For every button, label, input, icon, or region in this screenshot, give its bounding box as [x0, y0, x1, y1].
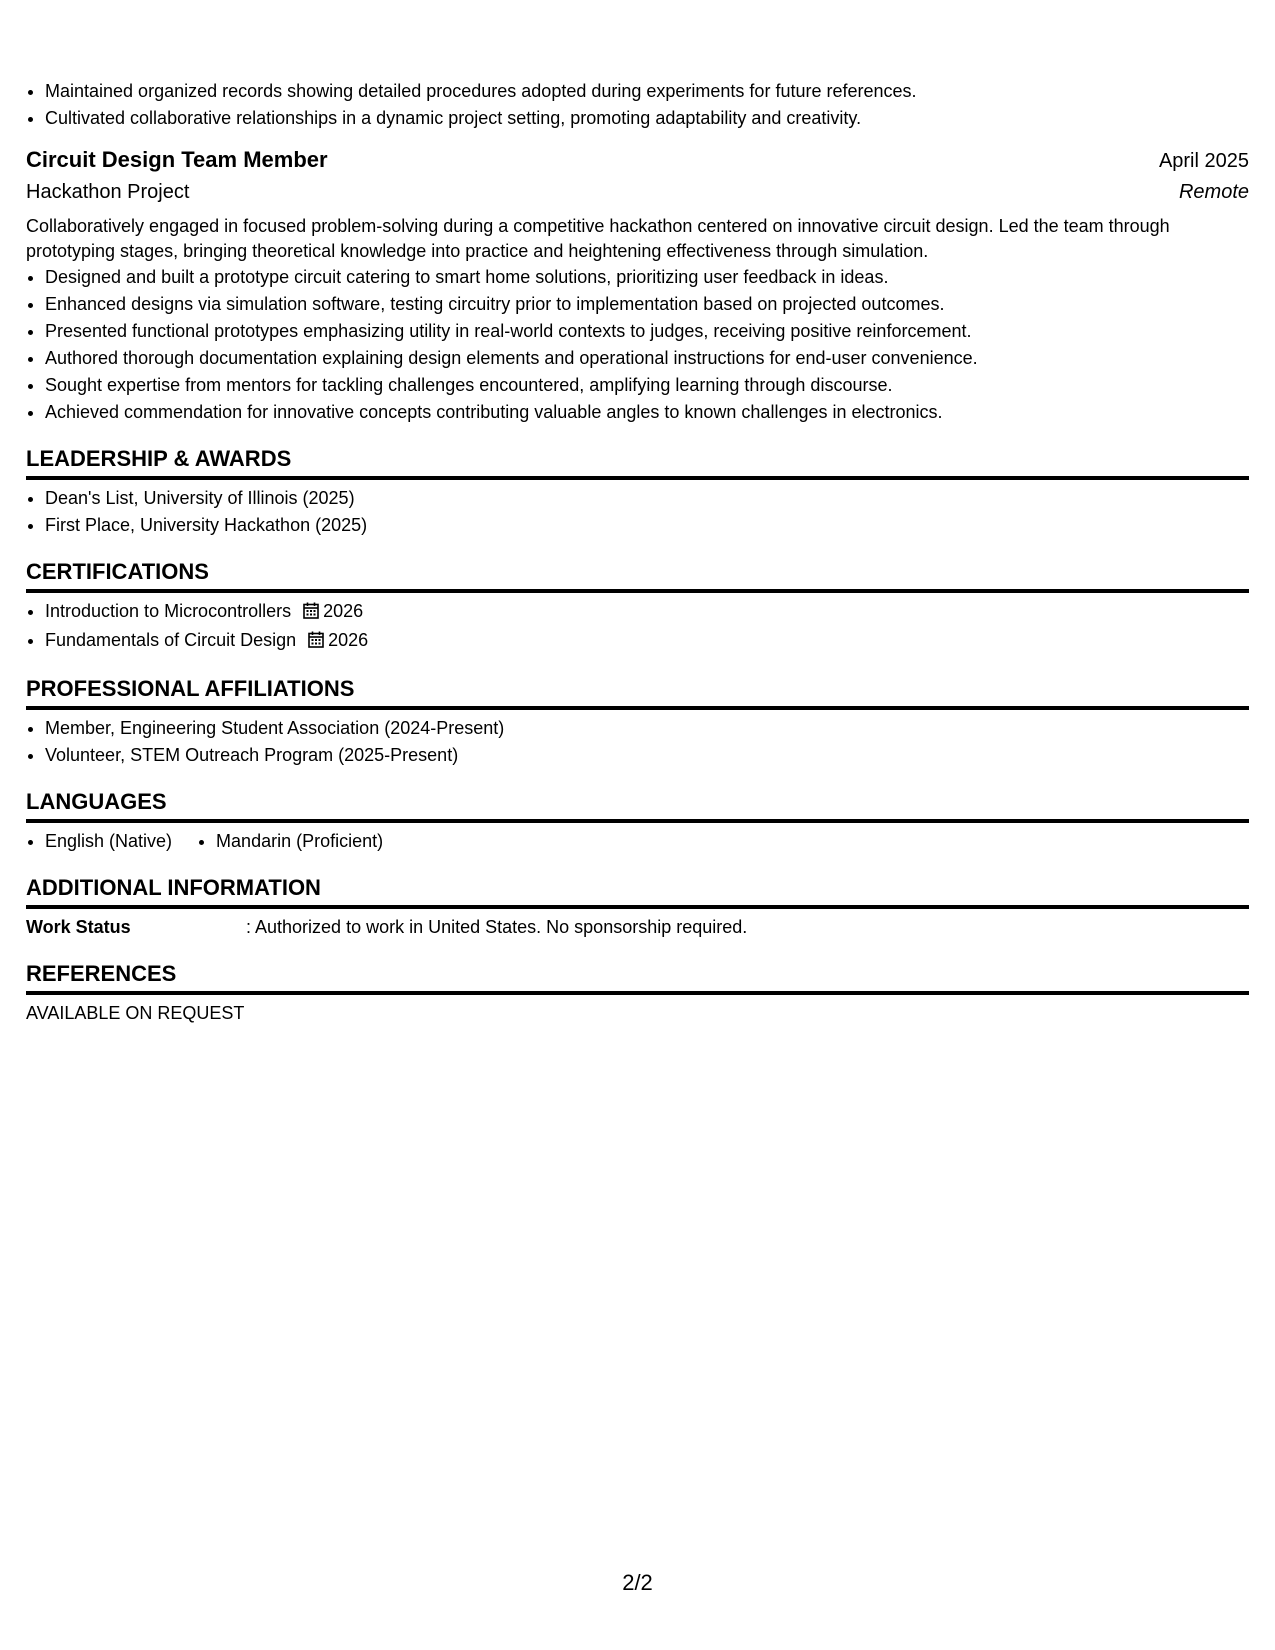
list-item: • Designed and built a prototype circuit catering to smart home solutions, prioritizing user feedback in ideas.	[45, 264, 1249, 291]
page-number: 2/2	[622, 1570, 653, 1595]
job-description: Collaboratively engaged in focused problem-solving during a competitive hackathon centered on innovative circuit design. Led the team through prototyping stages, bringing theoretical knowledge into practice and heightening effectiveness through simulation.	[26, 216, 1170, 261]
section-heading: LANGUAGES	[26, 787, 1249, 823]
section-heading: CERTIFICATIONS	[26, 557, 1249, 593]
list-item: • Sought expertise from mentors for tackling challenges encountered, amplifying learning through discourse.	[45, 372, 1249, 399]
experience-entry	[26, 145, 1249, 426]
section-heading: PROFESSIONAL AFFILIATIONS	[26, 674, 1249, 710]
certification-name: Introduction to Microcontrollers	[45, 601, 292, 621]
section-heading: REFERENCES	[26, 959, 1249, 995]
list-item: • Dean's List, University of Illinois (2025)	[45, 485, 1249, 512]
list-item: • Maintained organized records showing detailed procedures adopted during experiments for future references.	[45, 78, 1249, 105]
certification-year: 2026	[328, 630, 369, 650]
work-status-label: Work Status	[26, 917, 131, 937]
resume-page	[26, 78, 1249, 1027]
job-organization: Hackathon Project	[26, 181, 190, 203]
list-item	[45, 627, 1249, 656]
affiliations-list	[26, 715, 1249, 769]
list-item: • First Place, University Hackathon (2025)	[45, 512, 1249, 539]
list-item: • English (Native)	[45, 828, 172, 855]
list-item: • Mandarin (Proficient)	[216, 828, 383, 855]
calendar-icon	[303, 600, 319, 627]
entry-header	[26, 145, 1249, 176]
section-heading: ADDITIONAL INFORMATION	[26, 873, 1249, 909]
job-title: Circuit Design Team Member	[26, 147, 328, 172]
certifications-list	[26, 598, 1249, 656]
entry-subheader	[26, 176, 1249, 208]
certification-year: 2026	[323, 601, 364, 621]
certifications-section	[26, 557, 1249, 656]
leadership-list	[26, 485, 1249, 539]
list-item	[45, 598, 1249, 627]
list-item: • Enhanced designs via simulation software, testing circuitry prior to implementation based on projected outcomes.	[45, 291, 1249, 318]
references-section	[26, 959, 1249, 1027]
affiliations-section	[26, 674, 1249, 769]
list-item: • Authored thorough documentation explaining design elements and operational instructions for end-user convenience.	[45, 345, 1249, 372]
job-location: Remote	[1178, 181, 1249, 203]
list-item: • Presented functional prototypes emphasizing utility in real-world contexts to judges, receiving positive reinforcement.	[45, 318, 1249, 345]
references-text: AVAILABLE ON REQUEST	[26, 1003, 245, 1023]
job-bullet-list	[26, 264, 1249, 426]
languages-section	[26, 787, 1249, 855]
leadership-section	[26, 444, 1249, 539]
certification-name: Fundamentals of Circuit Design	[45, 630, 297, 650]
work-status-row	[26, 914, 1249, 941]
calendar-icon	[308, 629, 324, 656]
list-item: • Volunteer, STEM Outreach Program (2025-Present)	[45, 742, 1249, 769]
additional-info-section	[26, 873, 1249, 941]
list-item: • Achieved commendation for innovative concepts contributing valuable angles to known challenges in electronics.	[45, 399, 1249, 426]
work-status-value: : Authorized to work in United States. No sponsorship required.	[246, 917, 748, 937]
job-date: April 2025	[1158, 150, 1249, 172]
languages-list	[26, 828, 1249, 855]
list-item: • Cultivated collaborative relationships in a dynamic project setting, promoting adaptability and creativity.	[45, 105, 1249, 132]
section-heading: LEADERSHIP & AWARDS	[26, 444, 1249, 480]
continued-bullet-list	[26, 78, 1249, 132]
list-item: • Member, Engineering Student Association (2024-Present)	[45, 715, 1249, 742]
